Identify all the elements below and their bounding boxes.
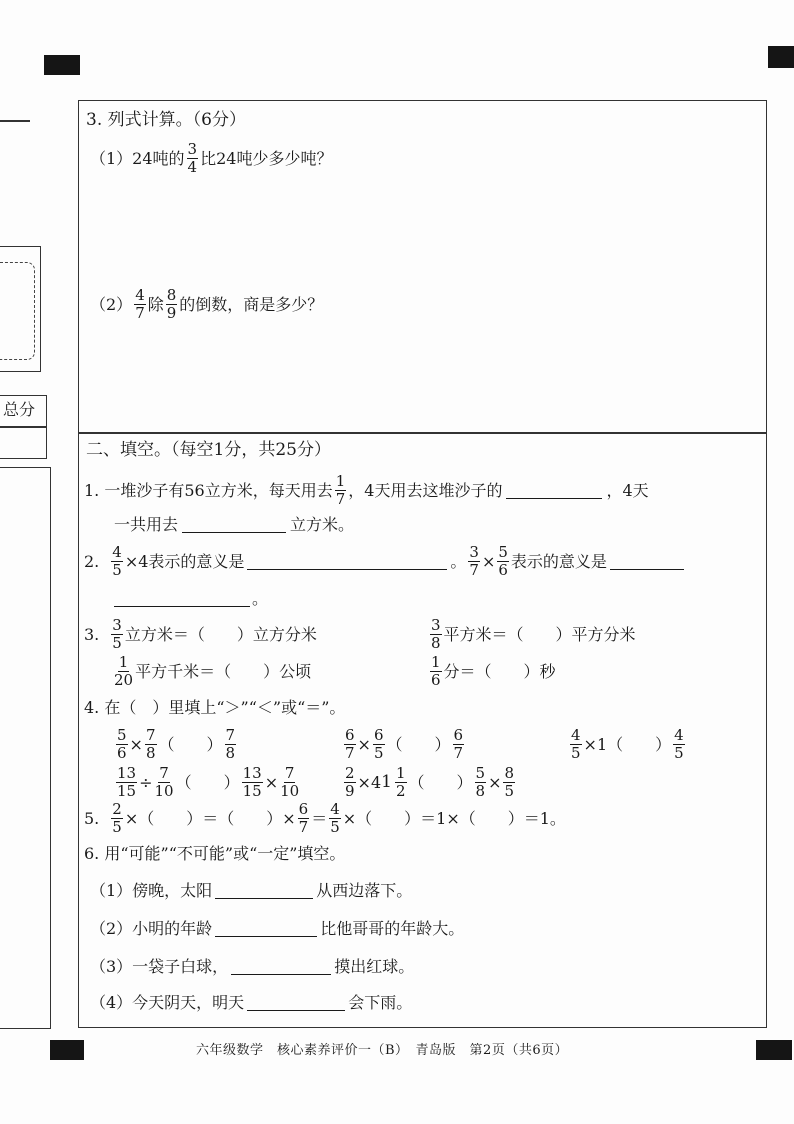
- fraction: [475, 766, 487, 799]
- fill-q4-r2b: [342, 766, 517, 799]
- registration-mark-top-left: [44, 55, 80, 75]
- fraction-denominator: 8: [225, 744, 236, 762]
- fraction-numerator: 1: [118, 653, 129, 671]
- q3-part2-fraction-a: [134, 288, 146, 321]
- fraction: [280, 766, 299, 799]
- fraction-denominator: 10: [280, 782, 300, 800]
- text-segment: ×: [129, 734, 143, 754]
- fraction: [373, 728, 385, 761]
- fraction: [111, 802, 123, 835]
- text-segment: （1）傍晚，太阳: [90, 881, 213, 900]
- fraction-denominator: 7: [345, 744, 355, 762]
- section-divider: [78, 432, 767, 434]
- fraction-numerator: 1: [335, 472, 346, 490]
- text-segment: ÷: [139, 772, 153, 792]
- q3-part2-label: （2）: [90, 294, 133, 314]
- fill-q6-item-4: [90, 994, 412, 1011]
- fraction-numerator: 2: [345, 764, 355, 782]
- text-segment: 从西边落下。: [316, 881, 413, 900]
- fill-q6-item-1: [90, 882, 412, 899]
- registration-mark-top-right: [768, 46, 794, 68]
- fill-q3-c[interactable]: 平方千米＝（ ）公顷: [135, 661, 312, 681]
- q3-part2-workspace[interactable]: [90, 330, 750, 425]
- fraction-denominator: 4: [187, 158, 198, 176]
- fill-q6-item-3: [90, 958, 414, 975]
- fraction-numerator: 5: [117, 726, 127, 744]
- margin-long-box: [0, 467, 51, 1029]
- fraction: [111, 618, 123, 651]
- fraction-denominator: 9: [345, 782, 355, 800]
- fraction-denominator: 5: [504, 782, 515, 800]
- fill-q4-r2a-answer[interactable]: （ ）: [175, 772, 240, 792]
- page-footer: 六年级数学 核心素养评价一（B） 青岛版 第2页（共6页）: [196, 1043, 569, 1058]
- fraction-denominator: 7: [469, 561, 479, 579]
- text-segment: （4）今天阴天，明天: [90, 993, 245, 1012]
- fraction: [155, 766, 174, 799]
- text-segment: 一共用去: [114, 515, 179, 534]
- text-segment: （2）小明的年龄: [90, 919, 213, 938]
- text-segment: ，4天用去这堆沙子的: [348, 480, 503, 500]
- fraction-numerator: 13: [117, 764, 137, 782]
- fraction-numerator: 2: [112, 800, 122, 818]
- fraction-numerator: 4: [135, 286, 145, 304]
- fill-q5: [84, 802, 566, 835]
- fraction-numerator: 1: [395, 764, 406, 782]
- fraction-numerator: 8: [504, 764, 515, 782]
- text-segment: ×: [357, 734, 371, 754]
- fraction-denominator: 7: [135, 304, 145, 322]
- fraction-numerator: 5: [498, 543, 508, 561]
- fraction: [111, 545, 123, 578]
- fill-q1-line1: [84, 474, 649, 507]
- text-segment: 5.: [84, 808, 100, 828]
- fraction: [116, 766, 137, 799]
- fraction-numerator: 13: [242, 764, 262, 782]
- fill-q4-r1b-answer[interactable]: （ ）: [386, 734, 451, 754]
- fill-q6-blank-3[interactable]: [231, 958, 331, 975]
- fraction: [145, 728, 157, 761]
- fill-q3-a[interactable]: 立方米＝（ ）立方分米: [124, 624, 317, 644]
- fraction-denominator: 8: [431, 634, 441, 652]
- fraction-denominator: 7: [335, 490, 346, 508]
- fill-q6-item-2: [90, 920, 464, 937]
- fraction-denominator: 5: [330, 818, 340, 836]
- fill-q2-line2: [114, 590, 268, 607]
- registration-mark-bottom-left: [50, 1040, 84, 1060]
- fraction-numerator: 3: [112, 616, 122, 634]
- fraction: [242, 766, 263, 799]
- text-segment: 摸出红球。: [334, 957, 415, 976]
- text-segment: 立方米。: [290, 515, 355, 534]
- fraction-denominator: 7: [298, 818, 309, 836]
- fill-q6-blank-2[interactable]: [215, 920, 317, 937]
- fraction-denominator: 15: [117, 782, 137, 800]
- margin-score-label: 总分: [3, 400, 36, 419]
- fraction: [329, 802, 341, 835]
- fraction: [344, 728, 356, 761]
- fill-q2-line1: [84, 545, 684, 578]
- text-segment: ，4天: [606, 480, 649, 500]
- margin-seal-dashed: [0, 262, 35, 360]
- fraction: [468, 545, 480, 578]
- fraction: [344, 766, 356, 799]
- fill-q3-d[interactable]: 分＝（ ）秒: [443, 661, 556, 681]
- fraction-numerator: 6: [373, 726, 384, 744]
- fraction: [225, 728, 237, 761]
- fill-q6-blank-1[interactable]: [215, 882, 313, 899]
- fraction-numerator: 7: [225, 726, 236, 744]
- fill-q5-part2[interactable]: ×（ ）＝1×（ ）＝1。: [342, 808, 566, 828]
- text-segment: 1. 一堆沙子有56立方米，每天用去: [84, 480, 333, 500]
- text-segment: （3）一袋子白球，: [90, 957, 229, 976]
- fraction-numerator: 3: [431, 616, 441, 634]
- fraction-denominator: 7: [453, 744, 464, 762]
- fill-q4-r1c-answer[interactable]: （ ）: [607, 734, 672, 754]
- fraction-numerator: 6: [298, 800, 309, 818]
- fill-q1-blank-2[interactable]: [182, 516, 286, 533]
- margin-score-divider: [0, 426, 46, 428]
- q3-part2-fraction-b: [166, 288, 178, 321]
- fill-q3-row2-d: [428, 655, 556, 688]
- text-segment: 表示的意义是: [510, 551, 607, 571]
- text-segment: 2.: [84, 551, 100, 571]
- fill-q3-row2: [112, 655, 311, 688]
- fill-q4-r1a: [114, 728, 238, 761]
- fraction: [298, 802, 310, 835]
- fraction-denominator: 6: [431, 671, 441, 689]
- q3-part1-post: 比24吨少多少吨？: [200, 148, 333, 168]
- fraction-denominator: 5: [373, 744, 384, 762]
- fraction: [570, 728, 582, 761]
- q3-part1-fraction: [187, 142, 199, 175]
- q3-title: 3. 列式计算。（6分）: [86, 110, 246, 130]
- fill-q6-blank-4[interactable]: [247, 994, 345, 1011]
- fraction-denominator: 5: [112, 818, 122, 836]
- fraction-denominator: 6: [117, 744, 127, 762]
- text-segment: 会下雨。: [348, 993, 413, 1012]
- fraction-denominator: 9: [166, 304, 177, 322]
- q3-part2: [90, 288, 323, 321]
- fraction-denominator: 8: [475, 782, 486, 800]
- fraction-denominator: 5: [674, 744, 684, 762]
- fraction-numerator: 7: [284, 764, 295, 782]
- text-segment: ＝: [311, 808, 328, 828]
- fraction-numerator: 7: [159, 764, 169, 782]
- fraction-numerator: 1: [431, 653, 441, 671]
- fill-q4-r1b: [342, 728, 466, 761]
- fraction: [114, 655, 133, 688]
- fraction-numerator: 3: [469, 543, 479, 561]
- fraction: [395, 766, 407, 799]
- section2-title: 二、填空。（每空1分，共25分）: [86, 440, 331, 460]
- fraction-denominator: 5: [112, 634, 122, 652]
- fraction-numerator: 8: [166, 286, 177, 304]
- text-segment: ×: [481, 551, 496, 571]
- fraction-denominator: 5: [112, 561, 122, 579]
- fill-q3-row1-b: [428, 618, 636, 651]
- fraction-numerator: 4: [571, 726, 581, 744]
- fraction-denominator: 5: [571, 744, 581, 762]
- q3-part1-workspace[interactable]: [90, 185, 750, 285]
- text-segment: 。: [450, 551, 467, 571]
- q3-part1-pre: （1）24吨的: [90, 148, 185, 168]
- fraction: [497, 545, 509, 578]
- fraction-numerator: 5: [475, 764, 486, 782]
- fill-q2-blank-2[interactable]: [610, 553, 684, 570]
- fill-q4-r1a-answer[interactable]: （ ）: [158, 734, 223, 754]
- text-segment: 比他哥哥的年龄大。: [320, 919, 465, 938]
- fraction-denominator: 15: [242, 782, 262, 800]
- fraction-numerator: 6: [453, 726, 464, 744]
- fraction-numerator: 4: [112, 543, 122, 561]
- fill-q5-part1[interactable]: ×（ ）＝（ ）×: [124, 808, 296, 828]
- text-segment: ×: [264, 772, 279, 792]
- text-segment: ×4: [357, 772, 382, 792]
- fill-q1-blank-1[interactable]: [506, 482, 602, 499]
- fraction: [430, 618, 442, 651]
- fill-q3-b[interactable]: 平方米＝（ ）平方分米: [443, 624, 636, 644]
- fraction-denominator: 6: [498, 561, 508, 579]
- fraction: [453, 728, 465, 761]
- fraction-numerator: 7: [145, 726, 156, 744]
- fill-q4-r2a: [114, 766, 301, 799]
- fraction-denominator: 2: [395, 782, 406, 800]
- fill-q2-blank-3[interactable]: [114, 590, 250, 607]
- fraction-numerator: 4: [674, 726, 684, 744]
- margin-rule-top: [0, 120, 30, 122]
- fill-q1-fraction: [335, 474, 347, 507]
- fraction: [503, 766, 515, 799]
- text-segment: ×4表示的意义是: [124, 551, 245, 571]
- fill-q4-r2b-answer[interactable]: （ ）: [408, 772, 473, 792]
- fill-q6-title: 6. 用“可能”“不可能”或“一定”填空。: [84, 844, 346, 863]
- text-segment: ×: [488, 772, 502, 792]
- fraction-denominator: 10: [154, 782, 174, 800]
- fraction: [673, 728, 685, 761]
- fill-q2-blank-1[interactable]: [247, 553, 447, 570]
- q3-part1: [90, 142, 332, 175]
- fill-q4-r1c: [568, 728, 687, 761]
- fraction-numerator: 4: [330, 800, 340, 818]
- fraction: [116, 728, 128, 761]
- fraction: [430, 655, 442, 688]
- q3-part2-mid: 除: [147, 294, 164, 314]
- fraction-denominator: 20: [114, 671, 134, 689]
- fraction-numerator: 3: [187, 140, 198, 158]
- fraction-numerator: 6: [345, 726, 355, 744]
- fill-q4-title: 4. 在（ ）里填上“＞”“＜”或“＝”。: [84, 698, 346, 717]
- fill-q1-line2: [114, 516, 354, 533]
- fill-q3-row1: [84, 618, 317, 651]
- text-segment: ×1: [583, 734, 608, 754]
- registration-mark-bottom-right: [756, 1040, 792, 1060]
- fraction-denominator: 8: [145, 744, 156, 762]
- text-segment: 1: [381, 772, 392, 792]
- q3-part2-post: 的倒数，商是多少？: [179, 294, 324, 314]
- text-segment: 。: [252, 589, 269, 608]
- text-segment: 3.: [84, 624, 100, 644]
